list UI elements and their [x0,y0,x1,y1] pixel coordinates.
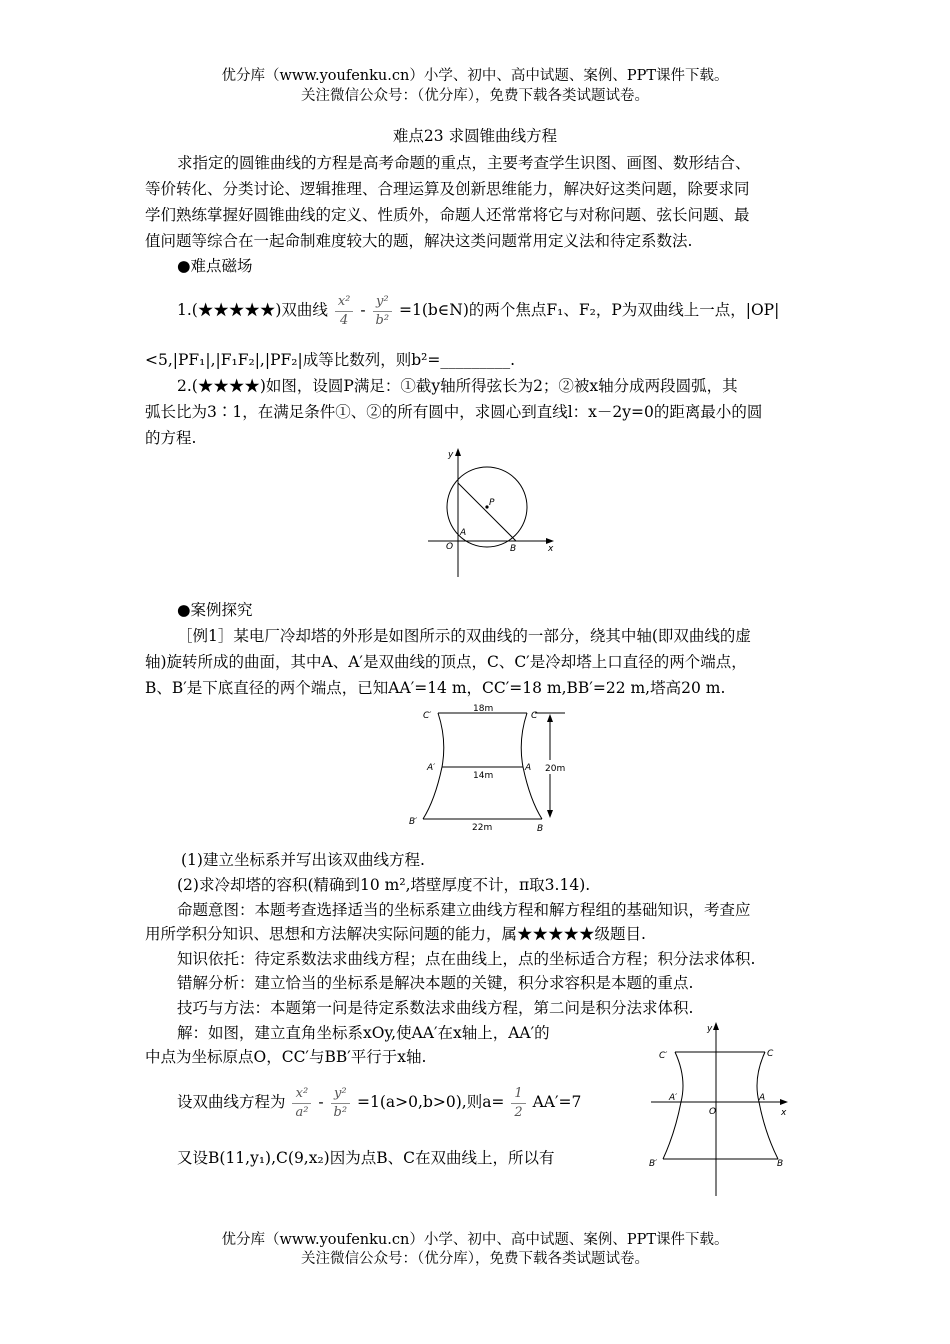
example-1-line-2: 轴)旋转所成的曲面，其中A、A′是双曲线的顶点，C、C′是冷却塔上口直径的两个端点， [145,653,747,671]
eq-fraction-1 [292,1085,311,1122]
fig2-label-bottom: 22m [472,823,493,833]
fig3-label-o: O [709,1107,717,1117]
fig2-label-c: C [531,711,538,721]
fig3-label-a-prime: A′ [669,1093,678,1103]
fig1-label-x: x [548,544,554,554]
fig3-label-c: C [767,1049,774,1059]
example-1-line-3: B、B′是下底直径的两个端点，已知AA′=14 m，CC′=18 m,BB′=22 m,塔高20 m. [145,679,726,697]
q1-frac1-den: 4 [339,312,349,328]
fig3-right-curve [757,1052,778,1159]
section-heading-difficulty: ●难点磁场 [177,257,253,275]
intro-line-1: 求指定的圆锥曲线的方程是高考命题的重点，主要考查学生识图、画图、数形结合、 [177,154,751,172]
fig1-y-arrow-icon [455,448,461,456]
intent-line-1: 命题意图：本题考查选择适当的坐标系建立曲线方程和解方程组的基础知识，考查应 [177,901,751,919]
fig3-label-a: A [759,1093,766,1103]
technique-method: 技巧与方法：本题第一问是待定系数法求曲线方程，第二问是积分法求体积. [177,999,694,1017]
question-2-line-2: 弧长比为3∶1，在满足条件①、②的所有圆中，求圆心到直线l：x－2y=0的距离最小的圆 [145,403,763,421]
example-1-line-1: ［例1］某电厂冷却塔的外形是如图所示的双曲线的一部分，绕其中轴(即双曲线的虚 [177,627,751,645]
figure-tower-coordinates [645,1018,795,1198]
knowledge-basis: 知识依托：待定系数法求曲线方程；点在曲线上，点的坐标适合方程；积分法求体积. [177,950,756,968]
eq-frac1-den: a² [295,1104,309,1120]
fig1-label-o: O [446,542,454,552]
fig3-label-b-prime: B′ [649,1159,658,1169]
eq-frac3-den: 2 [514,1104,523,1120]
eq-minus: - [318,1093,324,1111]
q1-frac1-num: x² [335,293,354,312]
eq-frac1-num: x² [292,1085,311,1104]
header-line-2: 关注微信公众号：（优分库），免费下载各类试题试卷。 [301,88,649,104]
fig1-label-p: P [489,498,495,508]
fig1-diameter [458,483,516,541]
eq-frac2-den: b² [333,1104,348,1120]
q1-rest: =1(b∈N)的两个焦点F₁、F₂，P为双曲线上一点，|OP| [398,301,780,319]
fig3-y-arrow-icon [713,1022,719,1030]
intro-line-2: 等价转化、分类讨论、逻辑推理、合理运算及创新思维能力，解决好这类问题，除要求同 [145,180,750,198]
fig1-label-y: y [448,450,454,460]
question-2-line-3: 的方程. [145,429,197,447]
q1-frac2-den: b² [375,312,390,328]
fig1-label-a: A [460,528,467,538]
eq-fraction-3 [511,1085,525,1122]
q1-frac2-num: y² [373,293,393,312]
q1-minus: - [360,301,366,319]
fig3-label-c-prime: C′ [659,1051,668,1061]
page-title: 难点23 求圆锥曲线方程 [392,127,558,145]
q1-fraction-2 [373,293,393,330]
section-heading-cases: ●案例探究 [177,601,253,619]
fig3-left-curve [663,1052,683,1159]
eq-fraction-2 [331,1085,351,1122]
figure-cooling-tower [405,700,580,835]
fig2-label-height: 20m [545,764,566,774]
part-1: (1)建立坐标系并写出该双曲线方程. [181,851,425,869]
eq-prefix: 设双曲线方程为 [177,1093,286,1111]
eq-frac3-num: 1 [511,1085,525,1104]
fig2-label-b-prime: B′ [409,817,418,827]
footer-line-1: 优分库（www.youfenku.cn）小学、初中、高中试题、案例、PPT课件下载。 [221,1232,729,1248]
question-1-line-2: <5,|PF₁|,|F₁F₂|,|PF₂|成等比数列，则b²=_________. [145,351,515,369]
fig2-label-top: 18m [473,704,494,714]
fig2-label-b: B [537,824,544,834]
fig3-x-arrow-icon [780,1099,788,1105]
intro-line-4: 值问题等综合在一起命制难度较大的题，解决这类问题常用定义法和待定系数法. [145,232,693,250]
fig2-label-a: A [525,763,532,773]
q1-prefix: 1.(★★★★★)双曲线 [177,301,328,319]
fig2-label-a-prime: A′ [427,763,436,773]
fig2-label-mid: 14m [473,771,494,781]
question-1 [177,288,842,332]
footer-line-2: 关注微信公众号：（优分库），免费下载各类试题试卷。 [301,1251,649,1267]
fig3-label-y: y [707,1024,713,1034]
equation-line [177,1080,617,1124]
fig3-label-b: B [777,1159,784,1169]
figure-circle-p [420,445,560,580]
eq-mid: =1(a>0,b>0),则a= [357,1093,505,1111]
fig2-arrow-up-icon [547,714,553,722]
q1-fraction-1 [335,293,354,330]
solution-line-3: 又设B(11,y₁),C(9,x₂)因为点B、C在双曲线上，所以有 [177,1149,555,1167]
solution-line-2: 中点为坐标原点O，CC′与BB′平行于x轴. [145,1048,427,1066]
part-2: (2)求冷却塔的容积(精确到10 m²,塔壁厚度不计，π取3.14). [177,876,591,894]
error-analysis: 错解分析：建立恰当的坐标系是解决本题的关键，积分求容积是本题的重点. [177,974,694,992]
eq-frac2-num: y² [331,1085,351,1104]
intro-line-3: 学们熟练掌握好圆锥曲线的定义、性质外，命题人还常常将它与对称问题、弦长问题、最 [145,206,750,224]
intent-line-2: 用所学积分知识、思想和方法解决实际问题的能力，属★★★★★级题目. [145,925,646,943]
fig2-label-c-prime: C′ [423,711,432,721]
fig3-label-x: x [781,1108,787,1118]
fig1-label-b: B [510,544,517,554]
fig2-arrow-down-icon [547,810,553,818]
header-line-1: 优分库（www.youfenku.cn）小学、初中、高中试题、案例、PPT课件下载。 [221,68,729,84]
eq-rest: AA′=7 [532,1093,582,1111]
question-2-line-1: 2.(★★★★)如图，设圆P满足：①截y轴所得弦长为2；②被x轴分成两段圆弧，其 [177,377,738,395]
solution-line-1: 解：如图，建立直角坐标系xOy,使AA′在x轴上，AA′的 [177,1024,550,1042]
